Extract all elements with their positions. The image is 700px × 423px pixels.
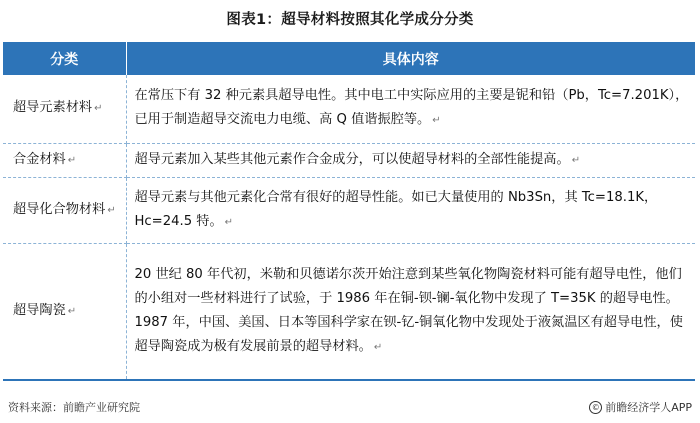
paragraph-mark: ↵ — [224, 216, 234, 228]
paragraph-mark: ↵ — [94, 103, 103, 115]
paragraph-mark: ↵ — [67, 305, 77, 317]
row-category-cell — [3, 143, 126, 177]
row-category: 超导元素材料 — [13, 100, 93, 116]
brand-credit — [589, 399, 692, 415]
header-category: 分类 — [3, 42, 126, 75]
table-row — [3, 143, 695, 177]
row-content-cell — [126, 177, 695, 243]
row-content-cell — [126, 75, 695, 143]
row-content: 超导元素加入某些其他元素作合金成分，可以使超导材料的全部性能提高。 — [134, 151, 570, 167]
header-content: 具体内容 — [126, 42, 695, 75]
copyright-icon: © — [589, 401, 602, 414]
row-content: 超导元素与其他元素化合常有很好的超导性能。如已大量使用的 Nb3Sn，其 Tc=18.1K，Hc=24.5 特。 — [134, 189, 658, 229]
figure-title: 图表1：超导材料按照其化学成分分类 — [226, 12, 474, 28]
paragraph-mark: ↵ — [373, 341, 383, 353]
table-row — [3, 177, 695, 243]
row-category: 超导陶瓷 — [13, 302, 66, 318]
row-category: 超导化合物材料 — [13, 201, 106, 217]
row-category-cell — [3, 75, 126, 143]
row-category-cell — [3, 243, 126, 380]
row-content: 在常压下有 32 种元素具超导电性。其中电工中实际应用的主要是铌和铅（Pb，Tc=7.201K），已用于制造超导交流电力电缆、高 Q 值谐振腔等。 — [134, 88, 689, 128]
table-row — [3, 243, 695, 380]
paragraph-mark: ↵ — [67, 154, 77, 166]
paragraph-mark: ↵ — [432, 115, 441, 127]
paragraph-mark: ↵ — [571, 154, 581, 166]
row-content-cell — [126, 143, 695, 177]
paragraph-mark: ↵ — [107, 204, 116, 216]
classification-table — [3, 42, 695, 381]
footer — [0, 397, 700, 417]
row-content-cell — [126, 243, 695, 380]
table-header-row — [3, 42, 695, 75]
source-note: 资料来源：前瞻产业研究院 — [8, 401, 140, 414]
row-content: 20 世纪 80 年代初，米勒和贝德诺尔茨开始注意到某些氧化物陶瓷材料可能有超导电性，他们的小组对一些材料进行了试验，于 1986 年在铜-钡-镧-氧化物中发现了 T=35K 的超导电性。1987 年，中国、美国、日本等国科学家在钡-钇-铜氧化物中发现处于液氮温区有超导电性，使超导陶瓷成为极有发展前景的超导材料。 — [134, 266, 683, 354]
brand-name: 前瞻经济学人APP — [605, 401, 692, 414]
row-category: 合金材料 — [13, 151, 66, 167]
row-category-cell — [3, 177, 126, 243]
table-row — [3, 75, 695, 143]
